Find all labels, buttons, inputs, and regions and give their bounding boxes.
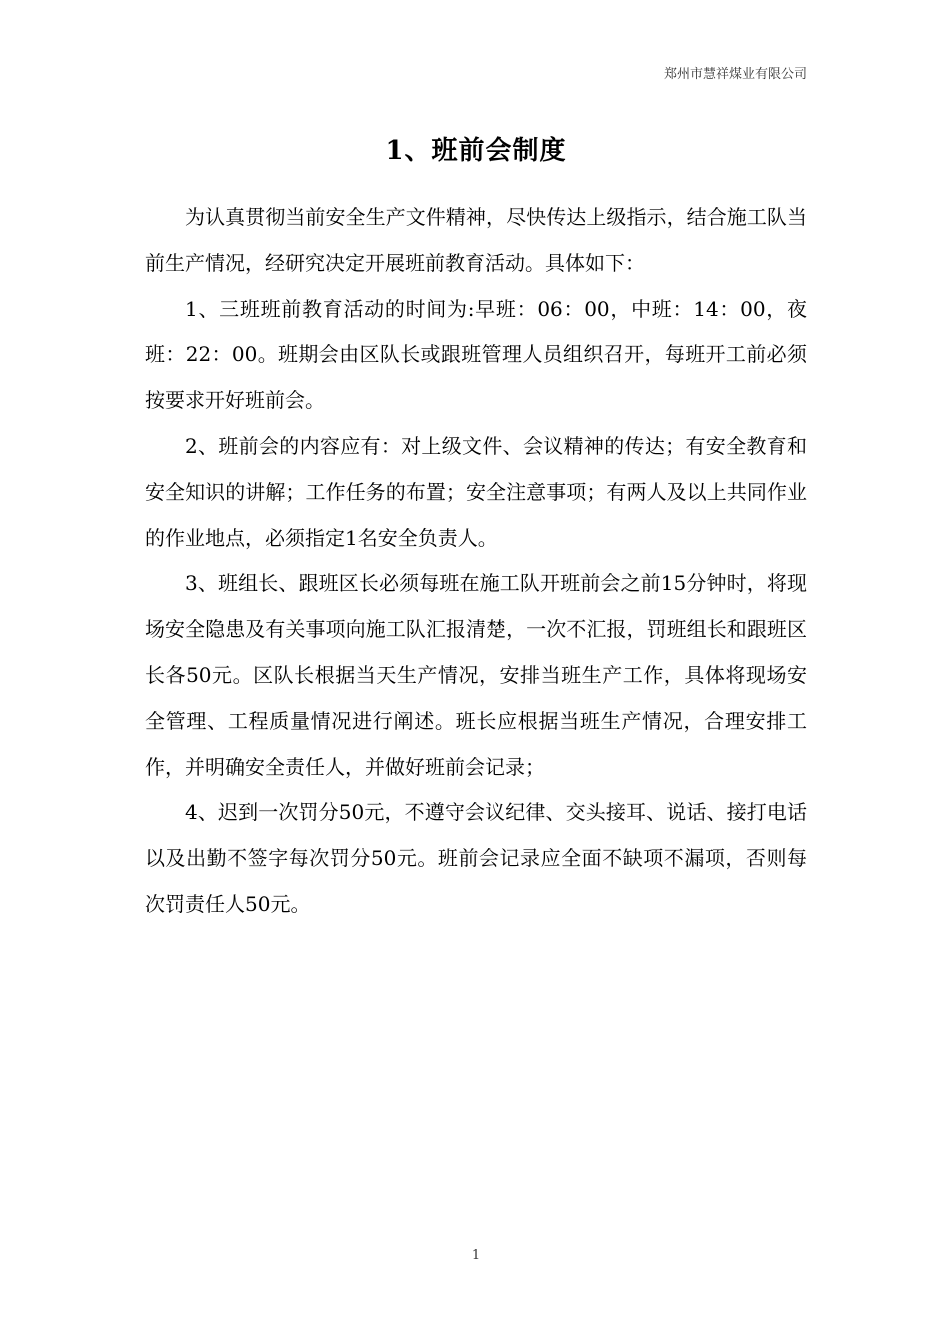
paragraph-item-4: 4、迟到一次罚分50元，不遵守会议纪律、交头接耳、说话、接打电话以及出勤不签字每次罚分50元。班前会记录应全面不缺项不漏项，否则每次罚责任人50元。 xyxy=(145,800,807,916)
document-body xyxy=(145,195,807,928)
header-divider xyxy=(145,89,807,90)
paragraph-item-2: 2、班前会的内容应有：对上级文件、会议精神的传达；有安全教育和安全知识的讲解；工作任务的布置；安全注意事项；有两人及以上共同作业的作业地点，必须指定1名安全负责人。 xyxy=(145,433,807,550)
paragraph-intro: 为认真贯彻当前安全生产文件精神，尽快传达上级指示，结合施工队当前生产情况，经研究决定开展班前教育活动。具体如下： xyxy=(145,205,807,275)
header-company-name: 郑州市慧祥煤业有限公司 xyxy=(663,67,807,82)
document-title: 1、班前会制度 xyxy=(385,136,567,166)
paragraph-item-1: 1、三班班前教育活动的时间为:早班：06：00，中班：14：00，夜班：22：00。班期会由区队长或跟班管理人员组织召开，每班开工前必须按要求开好班前会。 xyxy=(145,296,807,413)
paragraph-item-3: 3、班组长、跟班区长必须每班在施工队开班前会之前15分钟时，将现场安全隐患及有关事项向施工队汇报清楚，一次不汇报，罚班组长和跟班区长各50元。区队长根据当天生产情况，安排当班生产工作，具体将现场安全管理、工程质量情况进行阐述。班长应根据当班生产情况，合理安排工作，并明确安全责任人，并做好班前会记录； xyxy=(145,571,807,779)
page-number: 1 xyxy=(471,1248,481,1263)
